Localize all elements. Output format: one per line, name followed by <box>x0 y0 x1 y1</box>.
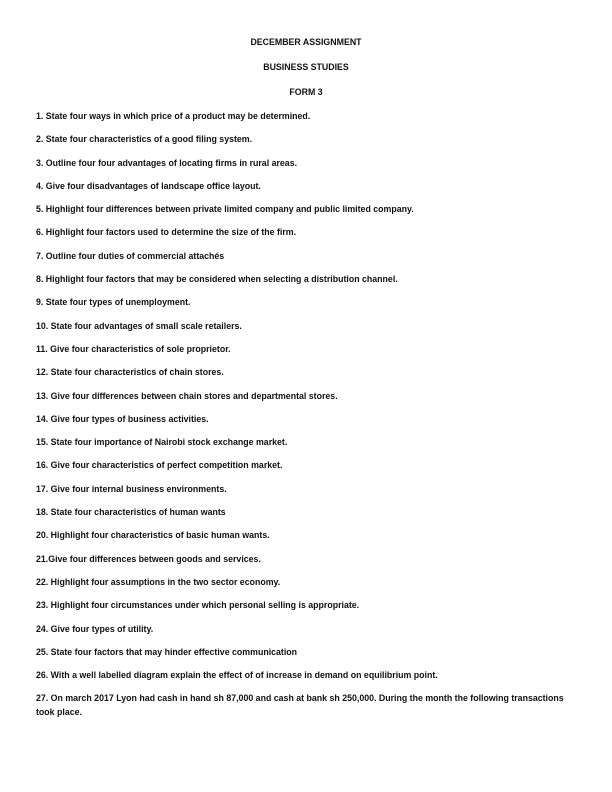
subject-title: BUSINESS STUDIES <box>263 62 349 72</box>
question-item: 5. Highlight four differences between private limited company and public limited company. <box>36 204 414 215</box>
question-item: 25. State four factors that may hinder effective communication <box>36 646 298 657</box>
question-item: 13. Give four differences between chain stores and departmental stores. <box>36 390 338 401</box>
question-item: 9. State four types of unemployment. <box>36 297 191 308</box>
question-item: 14. Give four types of business activities. <box>36 413 209 424</box>
assignment-title: DECEMBER ASSIGNMENT <box>250 37 362 47</box>
question-item: 20. Highlight four characteristics of basic human wants. <box>36 530 270 541</box>
question-item: 24. Give four types of utility. <box>36 623 154 634</box>
question-item: 23. Highlight four circumstances under which personal selling is appropriate. <box>36 600 360 611</box>
question-item: 22. Highlight four assumptions in the two sector economy. <box>36 576 281 587</box>
question-item: 21.Give four differences between goods and services. <box>36 553 261 564</box>
question-item: 15. State four importance of Nairobi stock exchange market. <box>36 437 288 448</box>
question-list <box>36 109 581 719</box>
question-item: 12. State four characteristics of chain stores. <box>36 367 224 378</box>
question-item: 3. Outline four four advantages of locating firms in rural areas. <box>36 157 298 168</box>
question-item: 2. State four characteristics of a good filing system. <box>36 134 253 145</box>
question-item: 4. Give four disadvantages of landscape office layout. <box>36 180 261 191</box>
document-headings <box>0 36 612 111</box>
question-item: 17. Give four internal business environments. <box>36 483 227 494</box>
question-item: 26. With a well labelled diagram explain the effect of of increase in demand on equilibrium point. <box>36 670 438 681</box>
form-title: FORM 3 <box>289 87 323 97</box>
question-item: 16. Give four characteristics of perfect competition market. <box>36 460 283 471</box>
question-item: 7. Outline four duties of commercial attachés <box>36 250 225 261</box>
question-item: 6. Highlight four factors used to determine the size of the firm. <box>36 227 297 238</box>
question-item: 1. State four ways in which price of a product may be determined. <box>36 111 311 121</box>
question-item: 18. State four characteristics of human wants <box>36 507 226 518</box>
question-item: 8. Highlight four factors that may be considered when selecting a distribution channel. <box>36 274 398 285</box>
question-item: 10. State four advantages of small scale retailers. <box>36 320 242 331</box>
question-item: 27. On march 2017 Lyon had cash in hand sh 87,000 and cash at bank sh 250,000. During the month the following transactions took place. <box>36 693 564 718</box>
question-item: 11. Give four characteristics of sole proprietor. <box>36 343 231 354</box>
